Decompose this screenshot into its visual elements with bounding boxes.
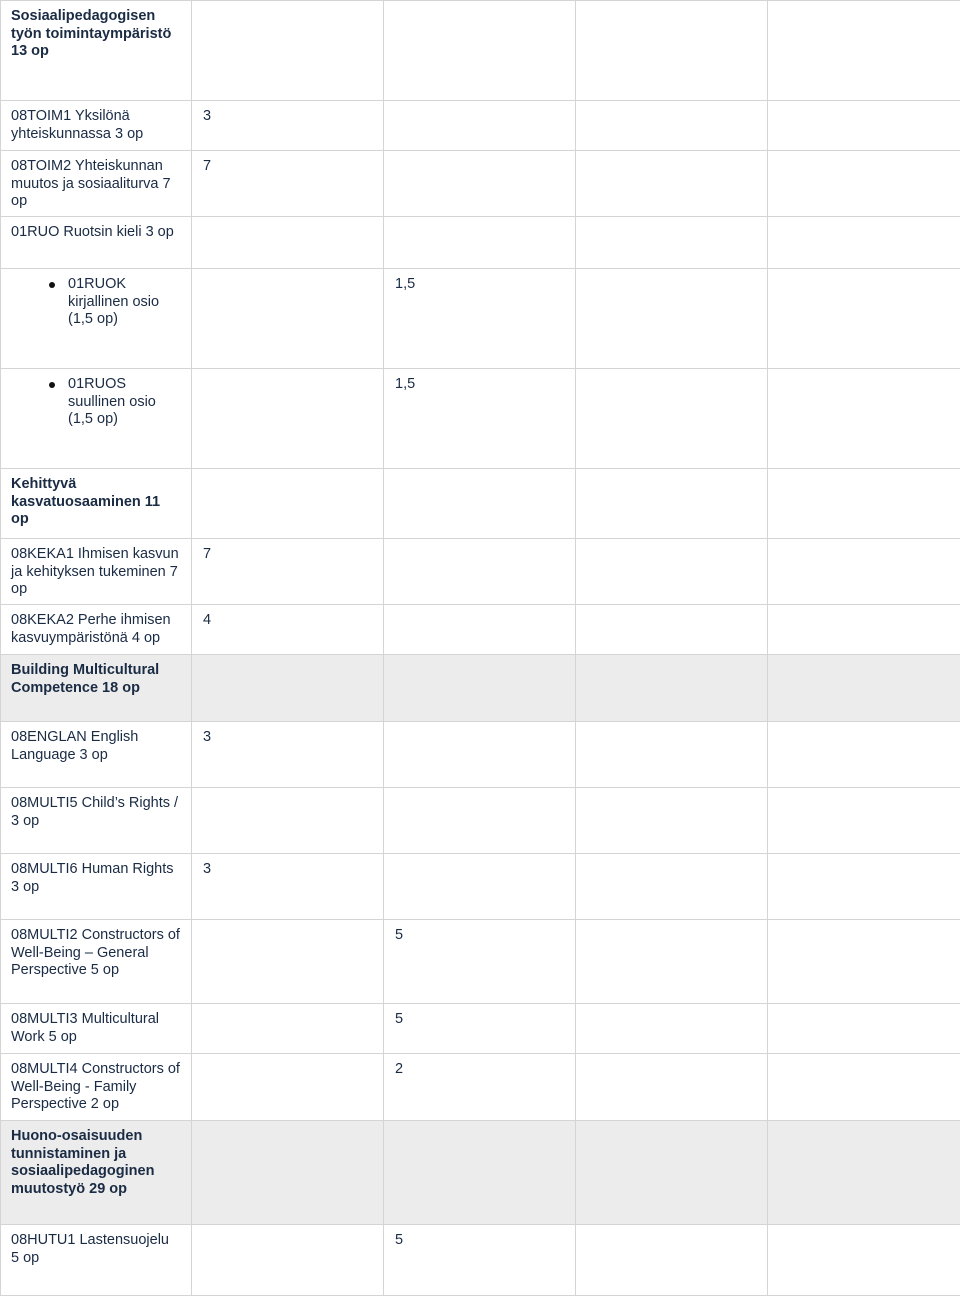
credit-cell	[192, 369, 384, 469]
course-name-cell	[1, 369, 192, 469]
table-row	[1, 788, 960, 854]
credit-value: 5	[395, 1232, 403, 1248]
table-row	[1, 269, 960, 369]
credit-cell	[192, 788, 384, 854]
credit-cell	[384, 605, 576, 655]
bullet-icon	[49, 382, 55, 388]
credit-value: 1,5	[395, 376, 415, 392]
credit-cell	[576, 1225, 768, 1296]
credit-cell	[384, 217, 576, 269]
credit-cell	[768, 539, 960, 605]
credit-cell	[384, 1004, 576, 1054]
credit-cell	[576, 788, 768, 854]
course-name: 08MULTI2 Constructors of Well-Being – General Perspective 5 op	[11, 927, 180, 978]
course-name: 08MULTI4 Constructors of Well-Being - Family Perspective 2 op	[11, 1061, 180, 1112]
table-row	[1, 1, 960, 101]
credit-cell	[192, 469, 384, 539]
course-name-cell	[1, 655, 192, 722]
course-name-cell	[1, 217, 192, 269]
credit-cell	[768, 788, 960, 854]
table-row	[1, 217, 960, 269]
table-row	[1, 722, 960, 788]
course-name-cell	[1, 1225, 192, 1296]
course-name: 01RUOS suullinen osio (1,5 op)	[68, 376, 181, 429]
section-heading: Building Multicultural Competence 18 op	[11, 662, 159, 696]
credit-cell	[576, 722, 768, 788]
course-name: 01RUO Ruotsin kieli 3 op	[11, 224, 174, 240]
credit-value: 3	[203, 861, 211, 877]
credit-value: 3	[203, 108, 211, 124]
section-heading: Huono-osaisuuden tunnistaminen ja sosiaalipedagoginen muutostyö 29 op	[11, 1128, 154, 1197]
credit-cell	[192, 1004, 384, 1054]
credit-cell	[192, 269, 384, 369]
course-name: 01RUOK kirjallinen osio (1,5 op)	[68, 276, 181, 329]
bullet-item	[11, 376, 181, 429]
course-name-cell	[1, 1004, 192, 1054]
credit-cell	[384, 1, 576, 101]
credit-cell	[192, 920, 384, 1004]
credit-cell	[192, 722, 384, 788]
credit-cell	[384, 722, 576, 788]
credit-cell	[384, 854, 576, 920]
table-row	[1, 1004, 960, 1054]
table-row	[1, 1225, 960, 1296]
credit-cell	[768, 920, 960, 1004]
credit-cell	[192, 1, 384, 101]
table-row	[1, 539, 960, 605]
credit-cell	[576, 854, 768, 920]
credit-cell	[192, 539, 384, 605]
credit-value: 4	[203, 612, 211, 628]
credit-cell	[576, 369, 768, 469]
table-row	[1, 1054, 960, 1121]
course-name-cell	[1, 269, 192, 369]
credit-cell	[768, 369, 960, 469]
credit-cell	[576, 539, 768, 605]
bullet-icon	[49, 282, 55, 288]
credit-cell	[768, 469, 960, 539]
course-name-cell	[1, 151, 192, 217]
course-name: 08HUTU1 Lastensuojelu 5 op	[11, 1232, 169, 1266]
course-name-cell	[1, 605, 192, 655]
credit-cell	[384, 101, 576, 151]
credit-cell	[768, 269, 960, 369]
course-name-cell	[1, 1, 192, 101]
course-name-cell	[1, 788, 192, 854]
credit-cell	[384, 369, 576, 469]
credit-cell	[192, 854, 384, 920]
course-name: 08MULTI6 Human Rights 3 op	[11, 861, 174, 895]
credit-cell	[576, 269, 768, 369]
course-name-cell	[1, 722, 192, 788]
credit-cell	[576, 1054, 768, 1121]
course-name-cell	[1, 469, 192, 539]
credit-cell	[576, 920, 768, 1004]
credit-value: 2	[395, 1061, 403, 1077]
credit-cell	[576, 655, 768, 722]
course-name: 08KEKA2 Perhe ihmisen kasvuympäristönä 4 op	[11, 612, 171, 646]
table-row	[1, 854, 960, 920]
course-name: 08ENGLAN English Language 3 op	[11, 729, 138, 763]
credit-cell	[192, 655, 384, 722]
course-name: 08KEKA1 Ihmisen kasvun ja kehityksen tukeminen 7 op	[11, 546, 179, 597]
credit-cell	[192, 1225, 384, 1296]
credit-cell	[384, 920, 576, 1004]
credit-cell	[768, 101, 960, 151]
credit-cell	[384, 1054, 576, 1121]
credit-cell	[384, 1225, 576, 1296]
credit-cell	[192, 1121, 384, 1225]
credit-cell	[768, 854, 960, 920]
credit-cell	[192, 1054, 384, 1121]
credit-cell	[192, 605, 384, 655]
course-name-cell	[1, 101, 192, 151]
credit-cell	[576, 469, 768, 539]
credit-cell	[768, 655, 960, 722]
table-row	[1, 369, 960, 469]
credit-cell	[768, 151, 960, 217]
credit-cell	[768, 1, 960, 101]
credit-cell	[192, 151, 384, 217]
credit-cell	[576, 151, 768, 217]
credit-cell	[768, 1054, 960, 1121]
credit-cell	[384, 269, 576, 369]
credit-cell	[768, 1225, 960, 1296]
section-heading: Sosiaalipedagogisen työn toimintaympäristö 13 op	[11, 8, 171, 59]
course-name-cell	[1, 920, 192, 1004]
credit-value: 1,5	[395, 276, 415, 292]
credit-value: 5	[395, 927, 403, 943]
credit-cell	[768, 722, 960, 788]
credit-cell	[192, 101, 384, 151]
credit-cell	[384, 539, 576, 605]
table-row	[1, 605, 960, 655]
course-name-cell	[1, 539, 192, 605]
credit-value: 5	[395, 1011, 403, 1027]
table-row	[1, 920, 960, 1004]
table-row	[1, 655, 960, 722]
credit-cell	[384, 1121, 576, 1225]
course-name: 08MULTI5 Child’s Rights / 3 op	[11, 795, 178, 829]
bullet-item	[11, 276, 181, 329]
table-row	[1, 151, 960, 217]
credit-value: 3	[203, 729, 211, 745]
section-heading: Kehittyvä kasvatuosaaminen 11 op	[11, 476, 160, 527]
credit-cell	[384, 469, 576, 539]
credit-cell	[576, 1, 768, 101]
course-name-cell	[1, 1054, 192, 1121]
credit-cell	[192, 217, 384, 269]
credit-cell	[576, 1121, 768, 1225]
course-name: 08MULTI3 Multicultural Work 5 op	[11, 1011, 159, 1045]
credit-value: 7	[203, 158, 211, 174]
course-name: 08TOIM2 Yhteiskunnan muutos ja sosiaaliturva 7 op	[11, 158, 171, 209]
credit-cell	[768, 1121, 960, 1225]
credit-cell	[576, 605, 768, 655]
course-name-cell	[1, 1121, 192, 1225]
credit-cell	[768, 605, 960, 655]
course-name: 08TOIM1 Yksilönä yhteiskunnassa 3 op	[11, 108, 143, 142]
table-row	[1, 101, 960, 151]
credit-cell	[384, 788, 576, 854]
credit-cell	[768, 1004, 960, 1054]
credit-cell	[384, 151, 576, 217]
course-name-cell	[1, 854, 192, 920]
credit-cell	[384, 655, 576, 722]
table-row	[1, 469, 960, 539]
table-row	[1, 1121, 960, 1225]
credit-value: 7	[203, 546, 211, 562]
credit-cell	[576, 217, 768, 269]
credit-cell	[576, 101, 768, 151]
credit-cell	[576, 1004, 768, 1054]
credit-cell	[768, 217, 960, 269]
